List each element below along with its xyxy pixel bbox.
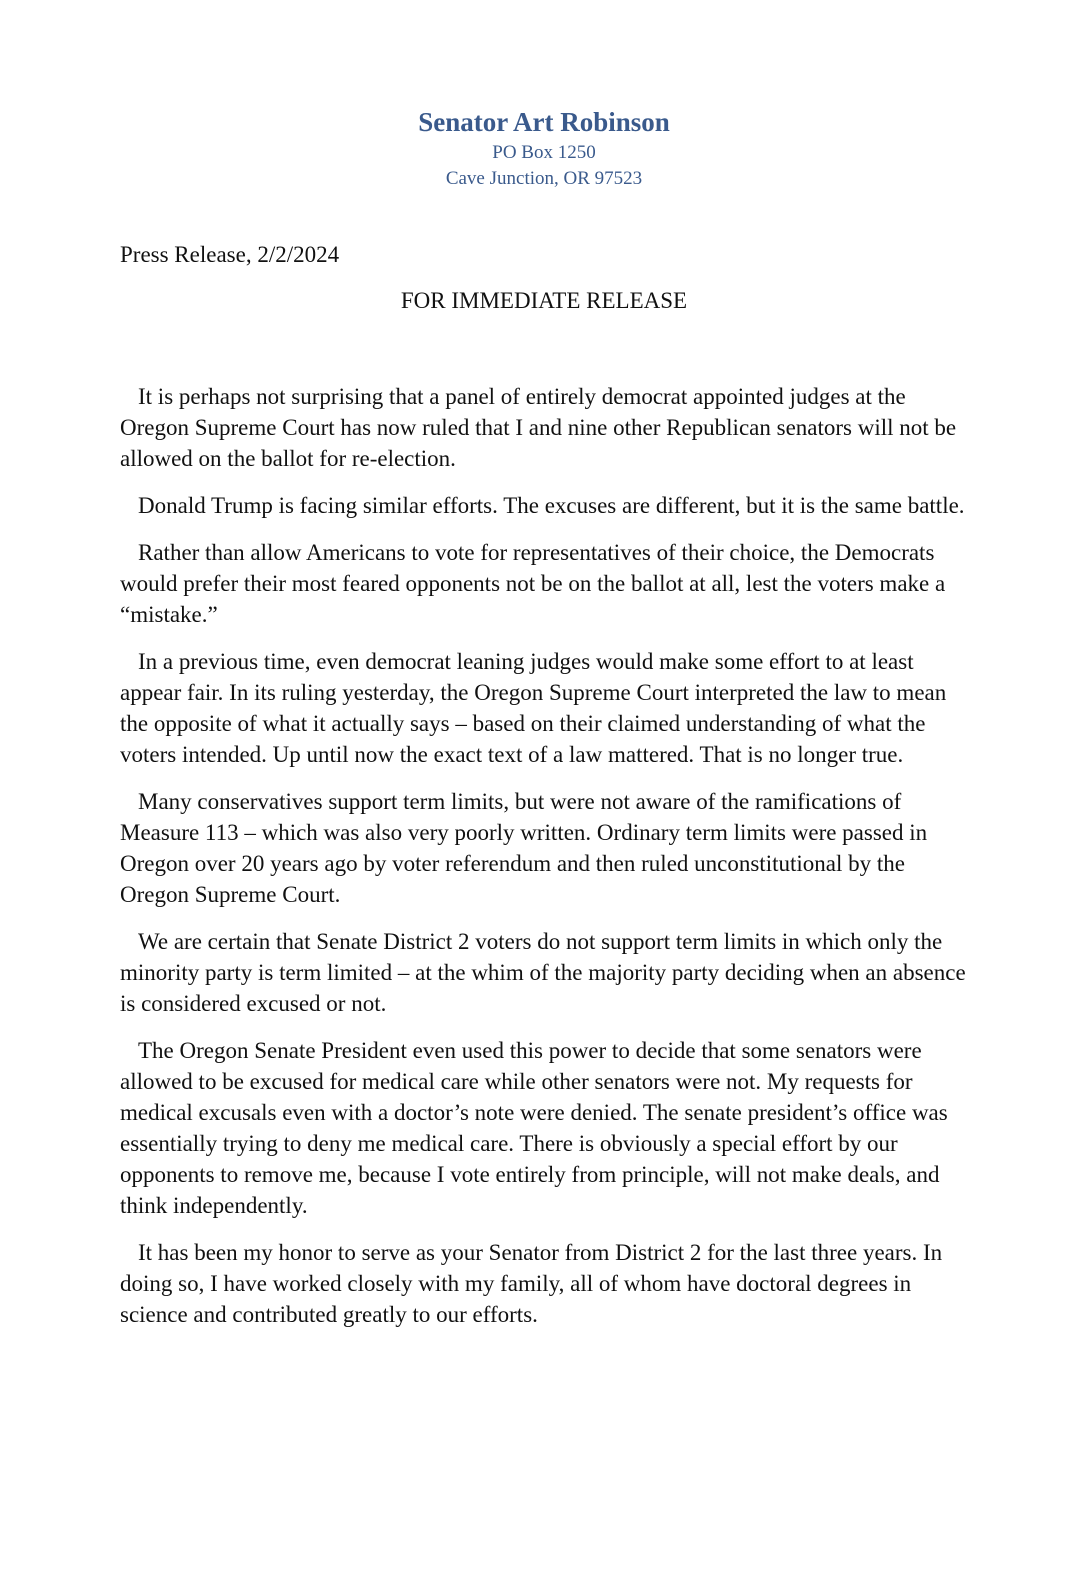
body-paragraph: In a previous time, even democrat leaning judges would make some effort to at least appear fair. In its ruling yesterday, the Oregon Supreme Court interpreted the law to mean the opposite of what it actually says – based on their claimed understanding of what the voters intended. Up until now the exact text of a law mattered. That is no longer true. (120, 649, 947, 767)
address-po-box: PO Box 1250 (492, 142, 596, 163)
body-paragraph: Donald Trump is facing similar efforts. The excuses are different, but it is the same battle. (138, 493, 965, 518)
body-paragraph: The Oregon Senate President even used this power to decide that some senators were allowed to be excused for medical care while other senators were not. My requests for medical excusals even with a doctor’s note were denied. The senate president’s office was essentially trying to deny me medical care. There is obviously a special effort by our opponents to remove me, because I vote entirely from principle, will not make deals, and think independently. (120, 1038, 948, 1218)
press-release-dateline: Press Release, 2/2/2024 (120, 242, 340, 267)
letterhead (0, 104, 1088, 192)
release-body (120, 381, 970, 1346)
release-label: FOR IMMEDIATE RELEASE (400, 288, 688, 313)
body-paragraph: Rather than allow Americans to vote for representatives of their choice, the Democrats would prefer their most feared opponents not be on the ballot at all, lest the voters make a “mistake.” (120, 540, 946, 627)
body-paragraph: Many conservatives support term limits, but were not aware of the ramifications of Measure 113 – which was also very poorly written. Ordinary term limits were passed in Oregon over 20 years ago by voter referendum and then ruled unconstitutional by the Oregon Supreme Court. (120, 789, 928, 907)
body-paragraph: It is perhaps not surprising that a panel of entirely democrat appointed judges at the Oregon Supreme Court has now ruled that I and nine other Republican senators will not be allowed on the ballot for re-election. (120, 384, 957, 471)
body-paragraph: We are certain that Senate District 2 voters do not support term limits in which only the minority party is term limited – at the whim of the majority party deciding when an absence is considered excused or not. (120, 929, 966, 1016)
body-paragraph: It has been my honor to serve as your Senator from District 2 for the last three years. In doing so, I have worked closely with my family, all of whom have doctoral degrees in science and contributed greatly to our efforts. (120, 1240, 943, 1327)
senator-name: Senator Art Robinson (418, 107, 670, 137)
address-city-state-zip: Cave Junction, OR 97523 (445, 168, 643, 189)
